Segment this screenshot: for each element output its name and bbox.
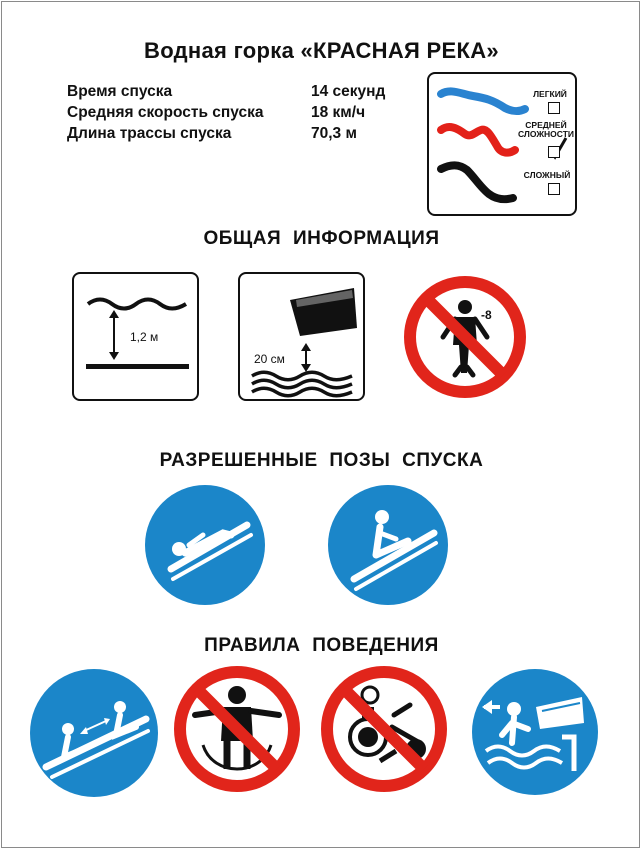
section-rules-heading: ПРАВИЛА ПОВЕДЕНИЯ: [204, 635, 439, 656]
stat-label: Время спуска: [67, 83, 173, 100]
stat-speed: [67, 104, 407, 126]
lying-feet-first-icon: [143, 483, 267, 607]
slide-exit-drop-icon: [240, 274, 367, 403]
stat-duration: [67, 83, 407, 105]
depth-value: 1,2 м: [130, 330, 159, 344]
page-title: Водная горка «КРАСНАЯ РЕКА»: [144, 38, 499, 63]
hard-checkbox[interactable]: [548, 183, 560, 195]
hard-label: СЛОЖНЫЙ: [523, 170, 571, 180]
age-limit-text: -8: [481, 308, 492, 322]
stat-value: 18 км/ч: [311, 104, 366, 121]
leave-landing-pool-icon: [470, 667, 600, 797]
no-children-under-8-icon: [403, 275, 527, 399]
medium-slide-line-icon: [441, 127, 515, 153]
stat-value: 70,3 м: [311, 125, 357, 142]
medium-checkbox[interactable]: [548, 146, 560, 158]
drop-height-value: 20 см: [254, 352, 285, 366]
section-positions-heading: РАЗРЕШЕННЫЕ ПОЗЫ СПУСКА: [159, 450, 484, 471]
keep-distance-icon: [28, 667, 160, 799]
stat-value: 14 секунд: [311, 83, 386, 100]
stat-length: [67, 125, 407, 147]
difficulty-legend: [427, 72, 577, 216]
easy-label: ЛЕГКИЙ: [533, 89, 567, 99]
stat-label: Длина трассы спуска: [67, 125, 232, 142]
medium-label: [515, 121, 577, 139]
easy-checkbox[interactable]: [548, 102, 560, 114]
pool-depth-sign: [72, 272, 199, 401]
stat-label: Средняя скорость спуска: [67, 104, 264, 121]
no-holding-sides-icon: [173, 665, 301, 793]
slide-drop-sign: [238, 272, 365, 401]
easy-slide-line-icon: [441, 91, 525, 111]
no-jewelry-keys-icon: [320, 665, 448, 793]
sitting-position-icon: [326, 483, 450, 607]
section-general-heading: ОБЩАЯ ИНФОРМАЦИЯ: [203, 228, 440, 249]
hard-slide-line-icon: [441, 165, 513, 199]
medium-label-line1: СРЕДНЕЙ: [525, 120, 567, 130]
medium-label-line2: СЛОЖНОСТИ: [517, 129, 575, 139]
